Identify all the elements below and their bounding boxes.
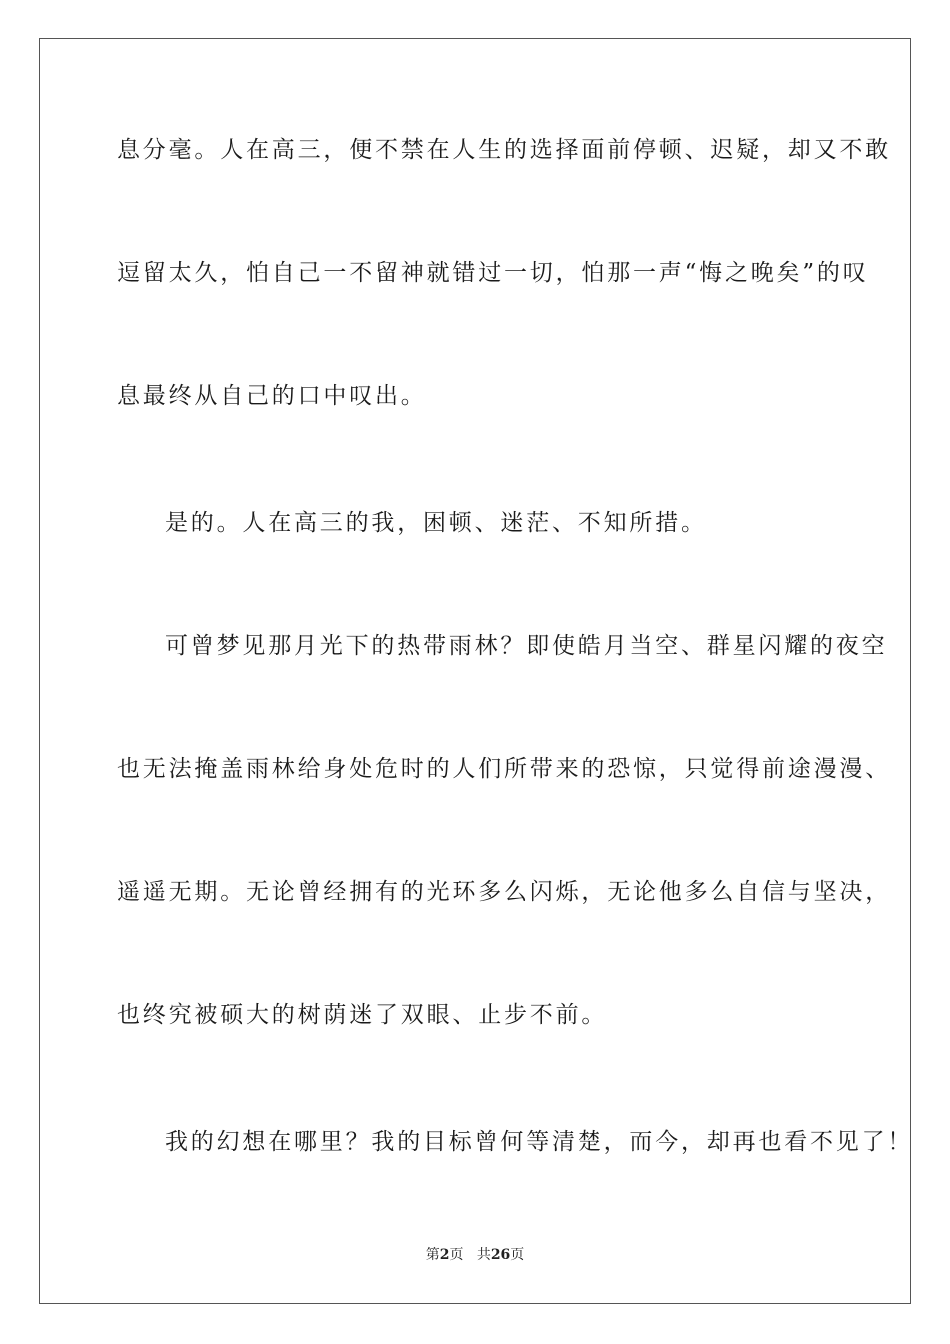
footer-page-word: 页 xyxy=(449,1247,464,1263)
paragraph-line-2: 逗留太久，怕自己一不留神就错过一切，怕那一声“悔之晚矣”的叹 xyxy=(117,260,869,286)
paragraph-line-7: 遥遥无期。无论曾经拥有的光环多么闪烁，无论他多么自信与坚决， xyxy=(117,879,891,905)
footer-total-prefix: 共 xyxy=(476,1247,491,1263)
total-page-count: 26 xyxy=(490,1247,511,1263)
paragraph-line-5: 可曾梦见那月光下的热带雨林？即使皓月当空、群星闪耀的夜空 xyxy=(165,633,888,659)
paragraph-line-8: 也终究被硕大的树荫迷了双眼、止步不前。 xyxy=(117,1002,608,1028)
paragraph-line-1: 息分毫。人在高三，便不禁在人生的选择面前停顿、迟疑，却又不敢 xyxy=(117,137,891,163)
paragraph-line-6: 也无法掩盖雨林给身处危时的人们所带来的恐惊，只觉得前途漫漫、 xyxy=(117,756,891,782)
page-footer xyxy=(0,1246,950,1264)
footer-prefix: 第 xyxy=(425,1247,440,1263)
paragraph-line-4: 是的。人在高三的我，困顿、迷茫、不知所措。 xyxy=(165,510,707,536)
footer-separator xyxy=(463,1247,476,1263)
current-page-number: 2 xyxy=(439,1247,450,1263)
paragraph-line-9: 我的幻想在哪里？我的目标曾何等清楚，而今，却再也看不见了！ xyxy=(165,1129,914,1155)
paragraph-line-3: 息最终从自己的口中叹出。 xyxy=(117,383,427,409)
footer-total-suffix: 页 xyxy=(510,1247,525,1263)
page-border xyxy=(39,38,914,1304)
